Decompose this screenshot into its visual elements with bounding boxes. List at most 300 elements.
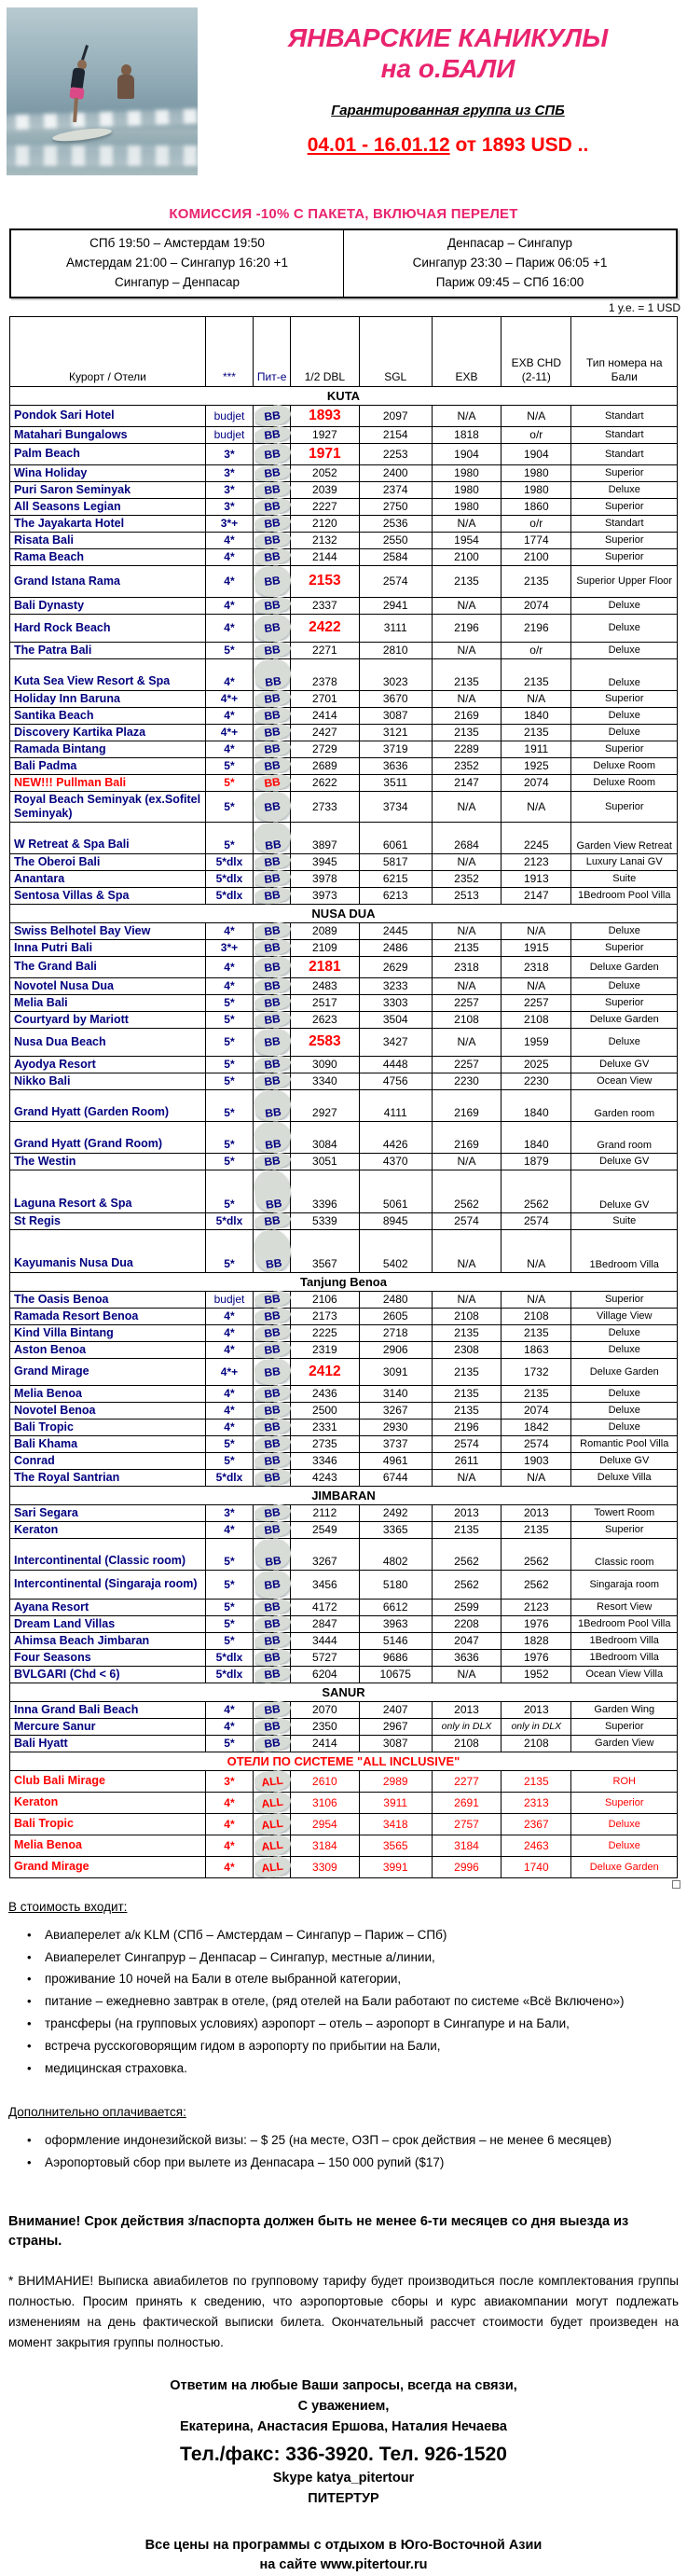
room-type-cell: Deluxe	[571, 597, 678, 614]
price-dbl-cell: 3346	[291, 1452, 359, 1469]
price-sgl-cell: 8945	[359, 1212, 432, 1229]
price-exb-cell: 2108	[432, 1011, 501, 1028]
price-dbl-cell: 4243	[291, 1469, 359, 1486]
stars-cell: 4*	[205, 1308, 253, 1324]
price-sgl-cell: 3963	[359, 1615, 432, 1632]
price-chd-cell: 1913	[502, 870, 571, 887]
hotel-row	[10, 977, 678, 994]
price-exb-cell: 2135	[432, 565, 501, 597]
price-chd-cell: 2574	[502, 1435, 571, 1452]
room-type-cell: Superior	[571, 1291, 678, 1308]
price-sgl-cell: 3636	[359, 757, 432, 774]
extra-cost-item: • оформление индонезийской визы: – $ 25 (на месте, ОЗП – срок действия – не менее 6 месяцев)	[45, 2130, 679, 2151]
hotel-row	[10, 1649, 678, 1666]
room-type-cell: Deluxe Garden	[571, 1358, 678, 1385]
stars-cell: 5*dlx	[205, 1649, 253, 1666]
price-sgl-cell: 3303	[359, 994, 432, 1011]
hotel-name-cell: The Oberoi Bali	[10, 853, 206, 870]
included-item: • Авиаперелет а/к KLM (СПб – Амстердам – Сингапур – Париж – СПб)	[45, 1925, 679, 1946]
room-type-cell: Deluxe GV	[571, 1452, 678, 1469]
price-exb-cell: 2289	[432, 741, 501, 757]
hotel-name-cell: Bali Dynasty	[10, 597, 206, 614]
board-cell: BB	[253, 547, 292, 568]
hotel-row	[10, 1835, 678, 1856]
hotel-row	[10, 994, 678, 1011]
price-chd-cell: 1740	[502, 1856, 571, 1877]
footer-skype: Skype katya_pitertour	[272, 2471, 415, 2486]
hotel-row	[10, 1521, 678, 1538]
room-type-cell: Ocean View	[571, 1073, 678, 1089]
price-sgl-cell: 6612	[359, 1599, 432, 1615]
price-dbl-cell: 2583	[291, 1028, 359, 1056]
price-dbl-cell: 2422	[291, 614, 359, 642]
price-chd-cell: N/A	[502, 690, 571, 707]
price-dbl-cell: 2089	[291, 922, 359, 939]
room-type-cell: Deluxe	[571, 1835, 678, 1856]
price-dbl-cell: 2331	[291, 1419, 359, 1435]
room-type-cell: Garden View Retreat	[571, 822, 678, 853]
price-dbl-cell: 2622	[291, 774, 359, 791]
price-sgl-cell: 3140	[359, 1385, 432, 1402]
price-sgl-cell: 5180	[359, 1570, 432, 1599]
price-sgl-cell: 2154	[359, 426, 432, 443]
price-dbl-cell: 2847	[291, 1615, 359, 1632]
wave-foam	[7, 107, 198, 131]
hotel-row	[10, 741, 678, 757]
price-sgl-cell: 5061	[359, 1170, 432, 1212]
hotel-row	[10, 822, 678, 853]
price-exb-cell: 2230	[432, 1073, 501, 1089]
stars-cell: 4*	[205, 1419, 253, 1435]
hotel-row	[10, 565, 678, 597]
hotel-row	[10, 481, 678, 498]
price-dbl-cell: 2052	[291, 464, 359, 481]
price-sgl-cell: 2906	[359, 1341, 432, 1358]
price-table	[9, 316, 678, 1878]
section-title: NUSA DUA	[10, 904, 678, 922]
board-cell: BB	[252, 563, 293, 600]
price-exb-cell: 2318	[432, 956, 501, 977]
room-type-cell: Deluxe	[571, 922, 678, 939]
price-dbl-cell: 2436	[291, 1385, 359, 1402]
stars-cell: 4*	[205, 658, 253, 690]
price-exb-cell: 2100	[432, 548, 501, 565]
section-row	[10, 1683, 678, 1701]
price-sgl-cell: 2400	[359, 464, 432, 481]
price-dbl-cell: 2337	[291, 597, 359, 614]
hotel-row	[10, 1735, 678, 1752]
page-title	[209, 22, 687, 84]
stars-cell: 5*	[205, 1089, 253, 1121]
hotel-row	[10, 1341, 678, 1358]
board-cell: BB	[251, 1227, 293, 1275]
board-cell: ALL	[252, 1768, 292, 1794]
price-sgl-cell: 6215	[359, 870, 432, 887]
price-chd-cell: 2013	[502, 1504, 571, 1521]
price-sgl-cell: 3418	[359, 1813, 432, 1835]
board-cell: BB	[251, 1168, 293, 1215]
section-title: JIMBARAN	[10, 1486, 678, 1504]
price-chd-cell: only in DLX	[502, 1718, 571, 1735]
stars-cell: 4*	[205, 565, 253, 597]
room-type-cell: Suite	[571, 1212, 678, 1229]
hotel-name-cell: All Seasons Legian	[10, 498, 206, 515]
price-dbl-cell: 3309	[291, 1856, 359, 1877]
included-item: • встреча русскоговорящим гидом в аэропорту по прибытии на Бали,	[45, 2036, 679, 2057]
hotel-name-cell: Ayodya Resort	[10, 1056, 206, 1073]
room-type-cell: Deluxe Room	[571, 774, 678, 791]
hotel-name-cell: Novotel Benoa	[10, 1402, 206, 1419]
board-cell: BB	[253, 595, 292, 616]
price-chd-cell: 2230	[502, 1073, 571, 1089]
stars-cell: 3*	[205, 443, 253, 464]
price-chd-cell: N/A	[502, 922, 571, 939]
price-sgl-cell: 2967	[359, 1718, 432, 1735]
board-cell: BB	[253, 530, 292, 551]
hotel-name-cell: Matahari Bungalows	[10, 426, 206, 443]
room-type-cell: Singaraja room	[571, 1570, 678, 1599]
hotel-name-cell: Keraton	[10, 1792, 206, 1813]
price-sgl-cell: 3911	[359, 1792, 432, 1813]
price-exb-cell: 1980	[432, 464, 501, 481]
room-type-cell: Deluxe GV	[571, 1153, 678, 1170]
commission-line: КОМИССИЯ -10% С ПАКЕТА, ВКЛЮЧАЯ ПЕРЕЛЕТ	[169, 206, 518, 222]
room-type-cell: Garden Wing	[571, 1701, 678, 1718]
board-cell: BB	[253, 1211, 292, 1232]
price-exb-cell: N/A	[432, 405, 501, 426]
price-dbl-cell: 2500	[291, 1402, 359, 1419]
hotel-row	[10, 690, 678, 707]
hotel-row	[10, 658, 678, 690]
hotel-row	[10, 1073, 678, 1089]
price-exb-cell: 2277	[432, 1770, 501, 1792]
price-sgl-cell: 2374	[359, 481, 432, 498]
price-sgl-cell: 3087	[359, 707, 432, 724]
board-cell: BB	[252, 1536, 293, 1572]
price-exb-cell: N/A	[432, 1291, 501, 1308]
room-type-cell: Deluxe GV	[571, 1056, 678, 1073]
stars-cell: 4*	[205, 1813, 253, 1835]
price-exb-cell: N/A	[432, 791, 501, 822]
price-dbl-cell: 2412	[291, 1358, 359, 1385]
room-type-cell: Superior	[571, 741, 678, 757]
stars-cell: 5*	[205, 1056, 253, 1073]
hotel-row	[10, 1856, 678, 1877]
price-sgl-cell: 4756	[359, 1073, 432, 1089]
stars-cell: 4*	[205, 922, 253, 939]
board-cell: BB	[253, 739, 292, 760]
room-type-cell: Deluxe Room	[571, 757, 678, 774]
room-type-cell: Deluxe	[571, 724, 678, 741]
board-cell: BB	[253, 992, 292, 1014]
price-dbl-cell: 3267	[291, 1538, 359, 1570]
stars-cell: 4*+	[205, 690, 253, 707]
board-cell: BB	[253, 424, 292, 446]
hotel-row	[10, 1385, 678, 1402]
price-dbl-cell: 3051	[291, 1153, 359, 1170]
room-type-cell: Superior	[571, 1521, 678, 1538]
col-header-stars: ***	[205, 316, 253, 386]
price-exb-cell: 2013	[432, 1701, 501, 1718]
price-sgl-cell: 3511	[359, 774, 432, 791]
price-exb-cell: 2169	[432, 707, 501, 724]
room-type-cell: Grand room	[571, 1121, 678, 1153]
hotel-row	[10, 1435, 678, 1452]
room-type-cell: Deluxe	[571, 658, 678, 690]
price-chd-cell: 1925	[502, 757, 571, 774]
room-type-cell: Deluxe GV	[571, 1170, 678, 1212]
stars-cell: 3*	[205, 481, 253, 498]
room-type-cell: Standart	[571, 405, 678, 426]
section-title: Tanjung Benoa	[10, 1272, 678, 1291]
stars-cell: 3*	[205, 498, 253, 515]
footer-site-line1: Все цены на программы с отдыхом в Юго-Восточной Азии	[144, 2537, 543, 2553]
col-header-dbl: 1/2 DBL	[291, 316, 359, 386]
price-chd-cell: 2074	[502, 1402, 571, 1419]
hotel-row	[10, 757, 678, 774]
price-chd-cell: 2562	[502, 1538, 571, 1570]
price-dbl-cell: 2319	[291, 1341, 359, 1358]
hotel-name-cell: Nusa Dua Beach	[10, 1028, 206, 1056]
price-sgl-cell: 3427	[359, 1028, 432, 1056]
price-dbl-cell: 2549	[291, 1521, 359, 1538]
hotel-name-cell: Four Seasons	[10, 1649, 206, 1666]
price-sgl-cell: 2253	[359, 443, 432, 464]
board-cell: BB	[253, 1716, 292, 1738]
hotel-name-cell: Intercontinental (Classic room)	[10, 1538, 206, 1570]
flight-leg: Сингапур 23:30 – Париж 06:05 +1	[412, 255, 608, 270]
price-exb-cell: 2352	[432, 870, 501, 887]
board-cell: BB	[253, 1664, 292, 1685]
price-sgl-cell: 2941	[359, 597, 432, 614]
room-type-cell: Superior	[571, 690, 678, 707]
board-cell: BB	[253, 1613, 292, 1635]
price-dbl-cell: 1927	[291, 426, 359, 443]
board-cell: BB	[253, 1519, 292, 1541]
stars-cell: 5*dlx	[205, 853, 253, 870]
hotel-row	[10, 1792, 678, 1813]
board-cell: BB	[253, 1339, 292, 1361]
board-cell: BB	[253, 976, 292, 997]
hotel-name-cell: NEW!!! Pullman Bali	[10, 774, 206, 791]
room-type-cell: Deluxe Villa	[571, 1469, 678, 1486]
hotel-row	[10, 1701, 678, 1718]
price-exb-cell: 2562	[432, 1570, 501, 1599]
return-flights-cell	[344, 229, 678, 298]
board-cell: BB	[252, 612, 293, 644]
price-exb-cell: 2996	[432, 1856, 501, 1877]
room-type-cell: Standart	[571, 515, 678, 532]
title-block	[209, 7, 687, 175]
hotel-row	[10, 1632, 678, 1649]
hotel-name-cell: Melia Bali	[10, 994, 206, 1011]
stars-cell: 4*	[205, 1385, 253, 1402]
price-exb-cell: 1980	[432, 481, 501, 498]
price-dbl-cell: 2106	[291, 1291, 359, 1308]
hotel-name-cell: Risata Bali	[10, 532, 206, 548]
guarantee-line: Гарантированная группа из СПБ	[331, 103, 565, 119]
price-dbl-cell: 3090	[291, 1056, 359, 1073]
man-figure	[117, 75, 134, 99]
price-chd-cell: 1952	[502, 1666, 571, 1683]
price-exb-cell: 2135	[432, 658, 501, 690]
price-sgl-cell: 2718	[359, 1324, 432, 1341]
board-cell: BB	[252, 657, 293, 693]
price-exb-cell: 2169	[432, 1121, 501, 1153]
room-type-cell: Superior	[571, 1792, 678, 1813]
price-exb-cell: 2308	[432, 1341, 501, 1358]
hotel-name-cell: Wina Holiday	[10, 464, 206, 481]
hotel-row	[10, 1770, 678, 1792]
price-dbl-cell: 2039	[291, 481, 359, 498]
col-header-sgl: SGL	[359, 316, 432, 386]
hotel-name-cell: Grand Istana Rama	[10, 565, 206, 597]
room-type-cell: 1Bedroom Pool Villa	[571, 887, 678, 904]
price-chd-cell: 1840	[502, 707, 571, 724]
stars-cell: 4*	[205, 597, 253, 614]
stars-cell: 4*	[205, 1792, 253, 1813]
flight-leg: СПб 19:50 – Амстердам 19:50	[89, 236, 265, 250]
hotel-row	[10, 1229, 678, 1272]
board-cell: BB	[253, 885, 292, 907]
section-title: KUTA	[10, 386, 678, 405]
stars-cell: 5*	[205, 822, 253, 853]
stars-cell: 5*	[205, 1170, 253, 1212]
hotel-name-cell: Ramada Resort Benoa	[10, 1308, 206, 1324]
price-chd-cell: N/A	[502, 791, 571, 822]
hotel-row	[10, 1358, 678, 1385]
footer-line-2: С уважением,	[297, 2399, 390, 2415]
board-cell: BB	[253, 868, 292, 890]
room-type-cell: Deluxe	[571, 642, 678, 658]
price-chd-cell: 2108	[502, 1308, 571, 1324]
hotel-name-cell: Palm Beach	[10, 443, 206, 464]
price-chd-cell: 2245	[502, 822, 571, 853]
room-type-cell: Superior	[571, 464, 678, 481]
board-cell: BB	[252, 441, 292, 467]
hotel-name-cell: The Westin	[10, 1153, 206, 1170]
surfing-photo	[7, 7, 198, 175]
hotel-name-cell: Grand Mirage	[10, 1358, 206, 1385]
price-sgl-cell: 4448	[359, 1056, 432, 1073]
price-chd-cell: 2123	[502, 853, 571, 870]
price-exb-cell: N/A	[432, 1469, 501, 1486]
board-cell: BB	[252, 1356, 292, 1388]
price-exb-cell: 2135	[432, 1358, 501, 1385]
price-dbl-cell: 2689	[291, 757, 359, 774]
board-cell: BB	[253, 1009, 292, 1031]
price-chd-cell: 1842	[502, 1419, 571, 1435]
price-dbl-cell: 2144	[291, 548, 359, 565]
hotel-name-cell: Club Bali Mirage	[10, 1770, 206, 1792]
price-dbl-cell: 2517	[291, 994, 359, 1011]
passport-notice: Внимание! Срок действия з/паспорта должен быть не менее 6-ти месяцев со дня выезда из страны.	[8, 2213, 629, 2250]
hotel-row	[10, 464, 678, 481]
hotel-name-cell: Grand Hyatt (Garden Room)	[10, 1089, 206, 1121]
price-sgl-cell: 3233	[359, 977, 432, 994]
price-chd-cell: 2313	[502, 1792, 571, 1813]
price-dbl-cell: 2153	[291, 565, 359, 597]
footer-phone: Тел./факс: 336-3920. Тел. 926-1520	[180, 2443, 507, 2465]
hotel-name-cell: Keraton	[10, 1521, 206, 1538]
hotel-row	[10, 1212, 678, 1229]
stars-cell: 4*	[205, 1341, 253, 1358]
price-exb-cell: 2684	[432, 822, 501, 853]
hotel-name-cell: Grand Hyatt (Grand Room)	[10, 1121, 206, 1153]
price-dbl-cell: 3340	[291, 1073, 359, 1089]
price-dbl-cell: 5727	[291, 1649, 359, 1666]
price-sgl-cell: 2407	[359, 1701, 432, 1718]
price-chd-cell: N/A	[502, 977, 571, 994]
price-chd-cell: 2562	[502, 1170, 571, 1212]
price-sgl-cell: 3734	[359, 791, 432, 822]
price-dbl-cell: 3973	[291, 887, 359, 904]
price-sgl-cell: 3504	[359, 1011, 432, 1028]
room-type-cell: 1Bedroom Pool Villa	[571, 1615, 678, 1632]
price-dbl-cell: 2132	[291, 532, 359, 548]
flight-leg: Париж 09:45 – СПб 16:00	[435, 274, 584, 289]
price-exb-cell: 2257	[432, 994, 501, 1011]
price-exb-cell: 2147	[432, 774, 501, 791]
board-cell: BB	[253, 755, 292, 777]
price-chd-cell: 2196	[502, 614, 571, 642]
room-type-cell: Superior	[571, 791, 678, 822]
price-exb-cell: 2611	[432, 1452, 501, 1469]
hotel-row	[10, 1615, 678, 1632]
stars-cell: 5*dlx	[205, 1666, 253, 1683]
price-dbl-cell: 5339	[291, 1212, 359, 1229]
price-sgl-cell: 3267	[359, 1402, 432, 1419]
price-chd-cell: 2135	[502, 724, 571, 741]
price-chd-cell: 1863	[502, 1341, 571, 1358]
stars-cell: 5*dlx	[205, 1212, 253, 1229]
hotel-row	[10, 1452, 678, 1469]
price-sgl-cell: 3737	[359, 1435, 432, 1452]
stars-cell: 4*	[205, 548, 253, 565]
hotel-name-cell: The Royal Santrian	[10, 1469, 206, 1486]
room-type-cell: Ocean View Villa	[571, 1666, 678, 1683]
hotel-name-cell: Intercontinental (Singaraja room)	[10, 1570, 206, 1599]
price-chd-cell: 2367	[502, 1813, 571, 1835]
col-header-board: Пит-е	[254, 316, 291, 386]
room-type-cell: 1Bedroom Villa	[571, 1632, 678, 1649]
board-cell: BB	[253, 463, 292, 484]
ticketing-notice: * ВНИМАНИЕ! Выписка авиабилетов по групповому тарифу будет производиться после комплектования группы полностью. Просим принять к сведению, что аэропортовые сборы и курс авиакомпании могут подлежать изменениям на день фактической выписки билета. Окончательный рассчет стоимости будет произведен на момент закрытия группы полностью.	[8, 2274, 679, 2349]
price-sgl-cell: 3111	[359, 614, 432, 642]
price-exb-cell: 2108	[432, 1735, 501, 1752]
col-header-resort: Курорт / Отели	[10, 316, 206, 386]
price-dbl-cell: 2225	[291, 1324, 359, 1341]
price-dbl-cell: 2414	[291, 707, 359, 724]
hotel-row	[10, 614, 678, 642]
hotel-row	[10, 515, 678, 532]
price-dbl-cell: 3945	[291, 853, 359, 870]
price-chd-cell: 1904	[502, 443, 571, 464]
stars-cell: 4*	[205, 1402, 253, 1419]
price-exb-cell: 2135	[432, 724, 501, 741]
board-cell: BB	[252, 403, 292, 429]
price-dbl-cell: 2701	[291, 690, 359, 707]
price-chd-cell: 1840	[502, 1089, 571, 1121]
price-sgl-cell: 5817	[359, 853, 432, 870]
board-cell: BB	[253, 1647, 292, 1669]
board-cell: ALL	[252, 1790, 292, 1816]
hotel-name-cell: The Patra Bali	[10, 642, 206, 658]
section-row	[10, 1272, 678, 1291]
hotel-name-cell: Melia Benoa	[10, 1835, 206, 1856]
price-dbl-cell: 2610	[291, 1770, 359, 1792]
stars-cell: 4*	[205, 956, 253, 977]
